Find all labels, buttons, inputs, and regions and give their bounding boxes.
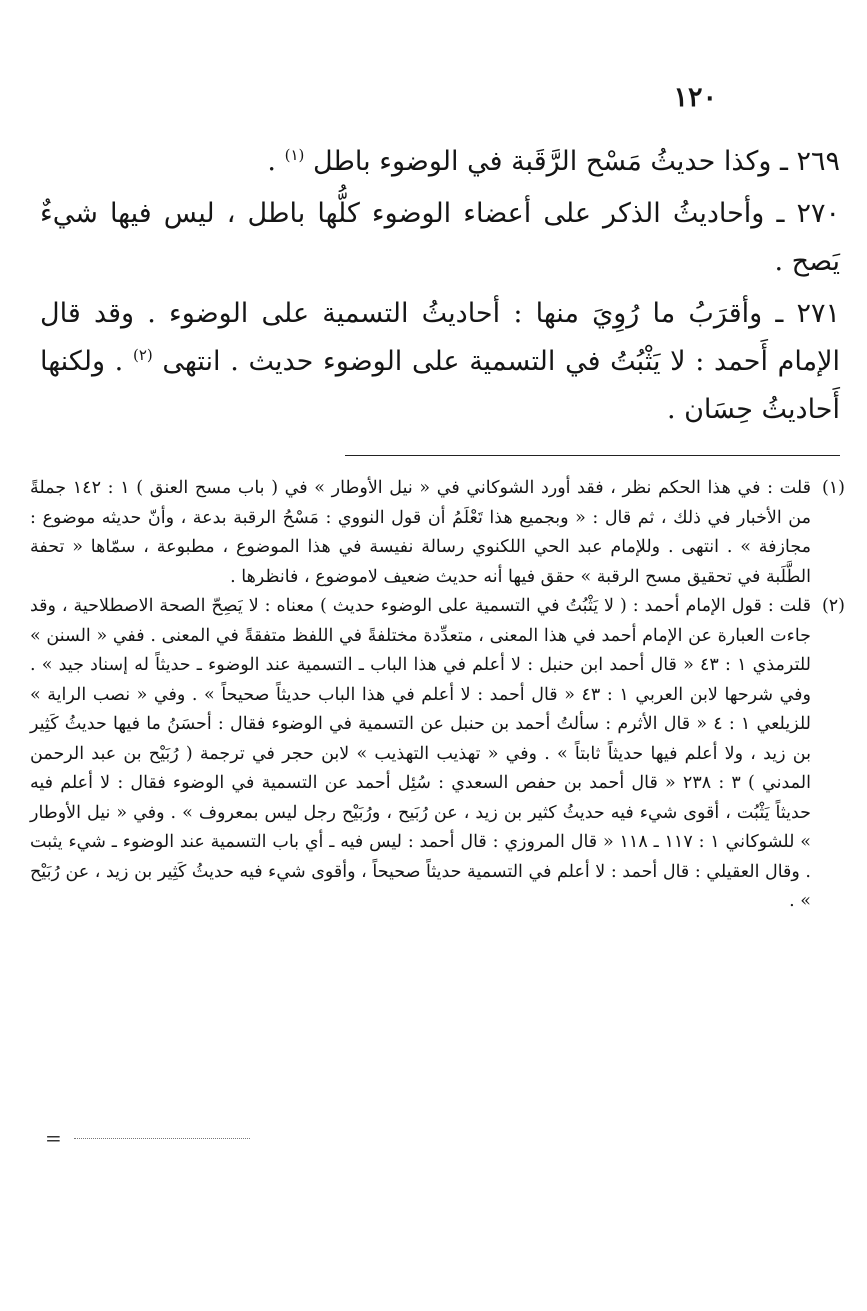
paragraph-271-text: ٢٧١ ـ وأقرَبُ ما رُوِيَ منها : أحاديثُ التسمية على الوضوء . وقد قال الإمام أَحمد : لا يَثْبُتُ في التسمية على الوضوء حديث . انتهى (40, 298, 840, 377)
footnotes (30, 474, 845, 917)
footnote-divider (345, 455, 840, 456)
footnote-ref-2[interactable]: (٢) (132, 346, 153, 364)
paragraph-269 (40, 138, 840, 186)
main-text (40, 138, 840, 438)
footnote-number: (٢) (821, 596, 845, 616)
footnote-continuation (45, 1128, 250, 1148)
footnote-text: قلت : قول الإمام أحمد : ( لا يَثْبُتُ في التسمية على الوضوء حديث ) معناه : لا يَصِحّ الصحة الاصطلاحية ، وقد جاءت العبارة عن الإمام أحمد في هذا المعنى ، متعدِّدة مختلفةً في اللفظ متفقةً في المعنى . ففي « السنن » للترمذي ١ : ٤٣ « قال أحمد ابن حنبل : لا أعلم في هذا الباب ـ التسمية عند الوضوء ـ حديثاً له إسناد جيد » . وفي شرحها لابن العربي ١ : ٤٣ « قال أحمد : لا أعلم في هذا الباب حديثاً صحيحاً » . وفي « نصب الراية » للزيلعي ١ : ٤ « قال الأثرم : سألتُ أحمد بن حنبل عن التسمية في الوضوء فقال : أحسَنُ ما فيها حديثُ كَثِير بن زيد ، ولا أعلم فيها حديثاً ثابتاً » . وفي « تهذيب التهذيب » لابن حجر في ترجمة ( رُبَيْح بن عبد الرحمن المدني ) ٣ : ٢٣٨ « قال أحمد بن حفص السعدي : سُئِل أحمد عن التسمية في الوضوء فقال : لا أعلم فيه حديثاً يَثْبُت ، أقوى شيء فيه حديثُ كثير بن زيد ، عن رُبَيح ، ورُبَيْح رجل ليس بمعروف » . وفي « نيل الأوطار » للشوكاني ١ : ١١٧ ـ ١١٨ « قال المروزي : قال أحمد : ليس فيه ـ أي باب التسمية عند الوضوء ـ شيء يثبت . وقال العقيلي : قال أحمد : لا أعلم في التسمية حديثاً صحيحاً ، وأقوى شيء فيه حديثُ كَثِير بن زيد ، عن رُبَيْح » . (30, 596, 811, 911)
paragraph-270: ٢٧٠ ـ وأحاديثُ الذكر على أعضاء الوضوء كلُّها باطل ، ليس فيها شيءٌ يَصح . (40, 198, 840, 277)
paragraph-271 (40, 290, 840, 434)
footnote-ref-1[interactable]: (١) (284, 146, 305, 164)
footnote-2 (30, 592, 845, 917)
footnote-number: (١) (821, 478, 845, 498)
page-number: ١٢٠ (673, 82, 717, 113)
continuation-mark: = (45, 1126, 62, 1150)
footnote-text: قلت : في هذا الحكم نظر ، فقد أورد الشوكاني في « نيل الأوطار » في ( باب مسح العنق ) ١ : ١٤٢ جملةً من الأخبار في ذلك ، ثم قال : « وبجميع هذا تَعْلَمُ أن قول النووي : مَسْحُ الرقبة بدعة ، وأنّ حديثه موضوع : مجازفة » . انتهى . وللإمام عبد الحي اللكنوي رسالة نفيسة في هذا الموضوع ، مطبوعة ، سمّاها « تحفة الطَّلَبة في تحقيق مسح الرقبة » حقق فيها أنه حديث ضعيف لاموضوع ، فانظرها . (30, 478, 811, 587)
dotted-leader (74, 1138, 250, 1139)
paragraph-269-text: ٢٦٩ ـ وكذا حديثُ مَسْح الرَّقَبة في الوضوء باطل (312, 146, 840, 177)
paragraph-271-end: . ولكنها أَحاديثُ حِسَان . (40, 346, 840, 425)
paragraph-269-end: . (267, 146, 277, 177)
footnote-1 (30, 474, 845, 592)
